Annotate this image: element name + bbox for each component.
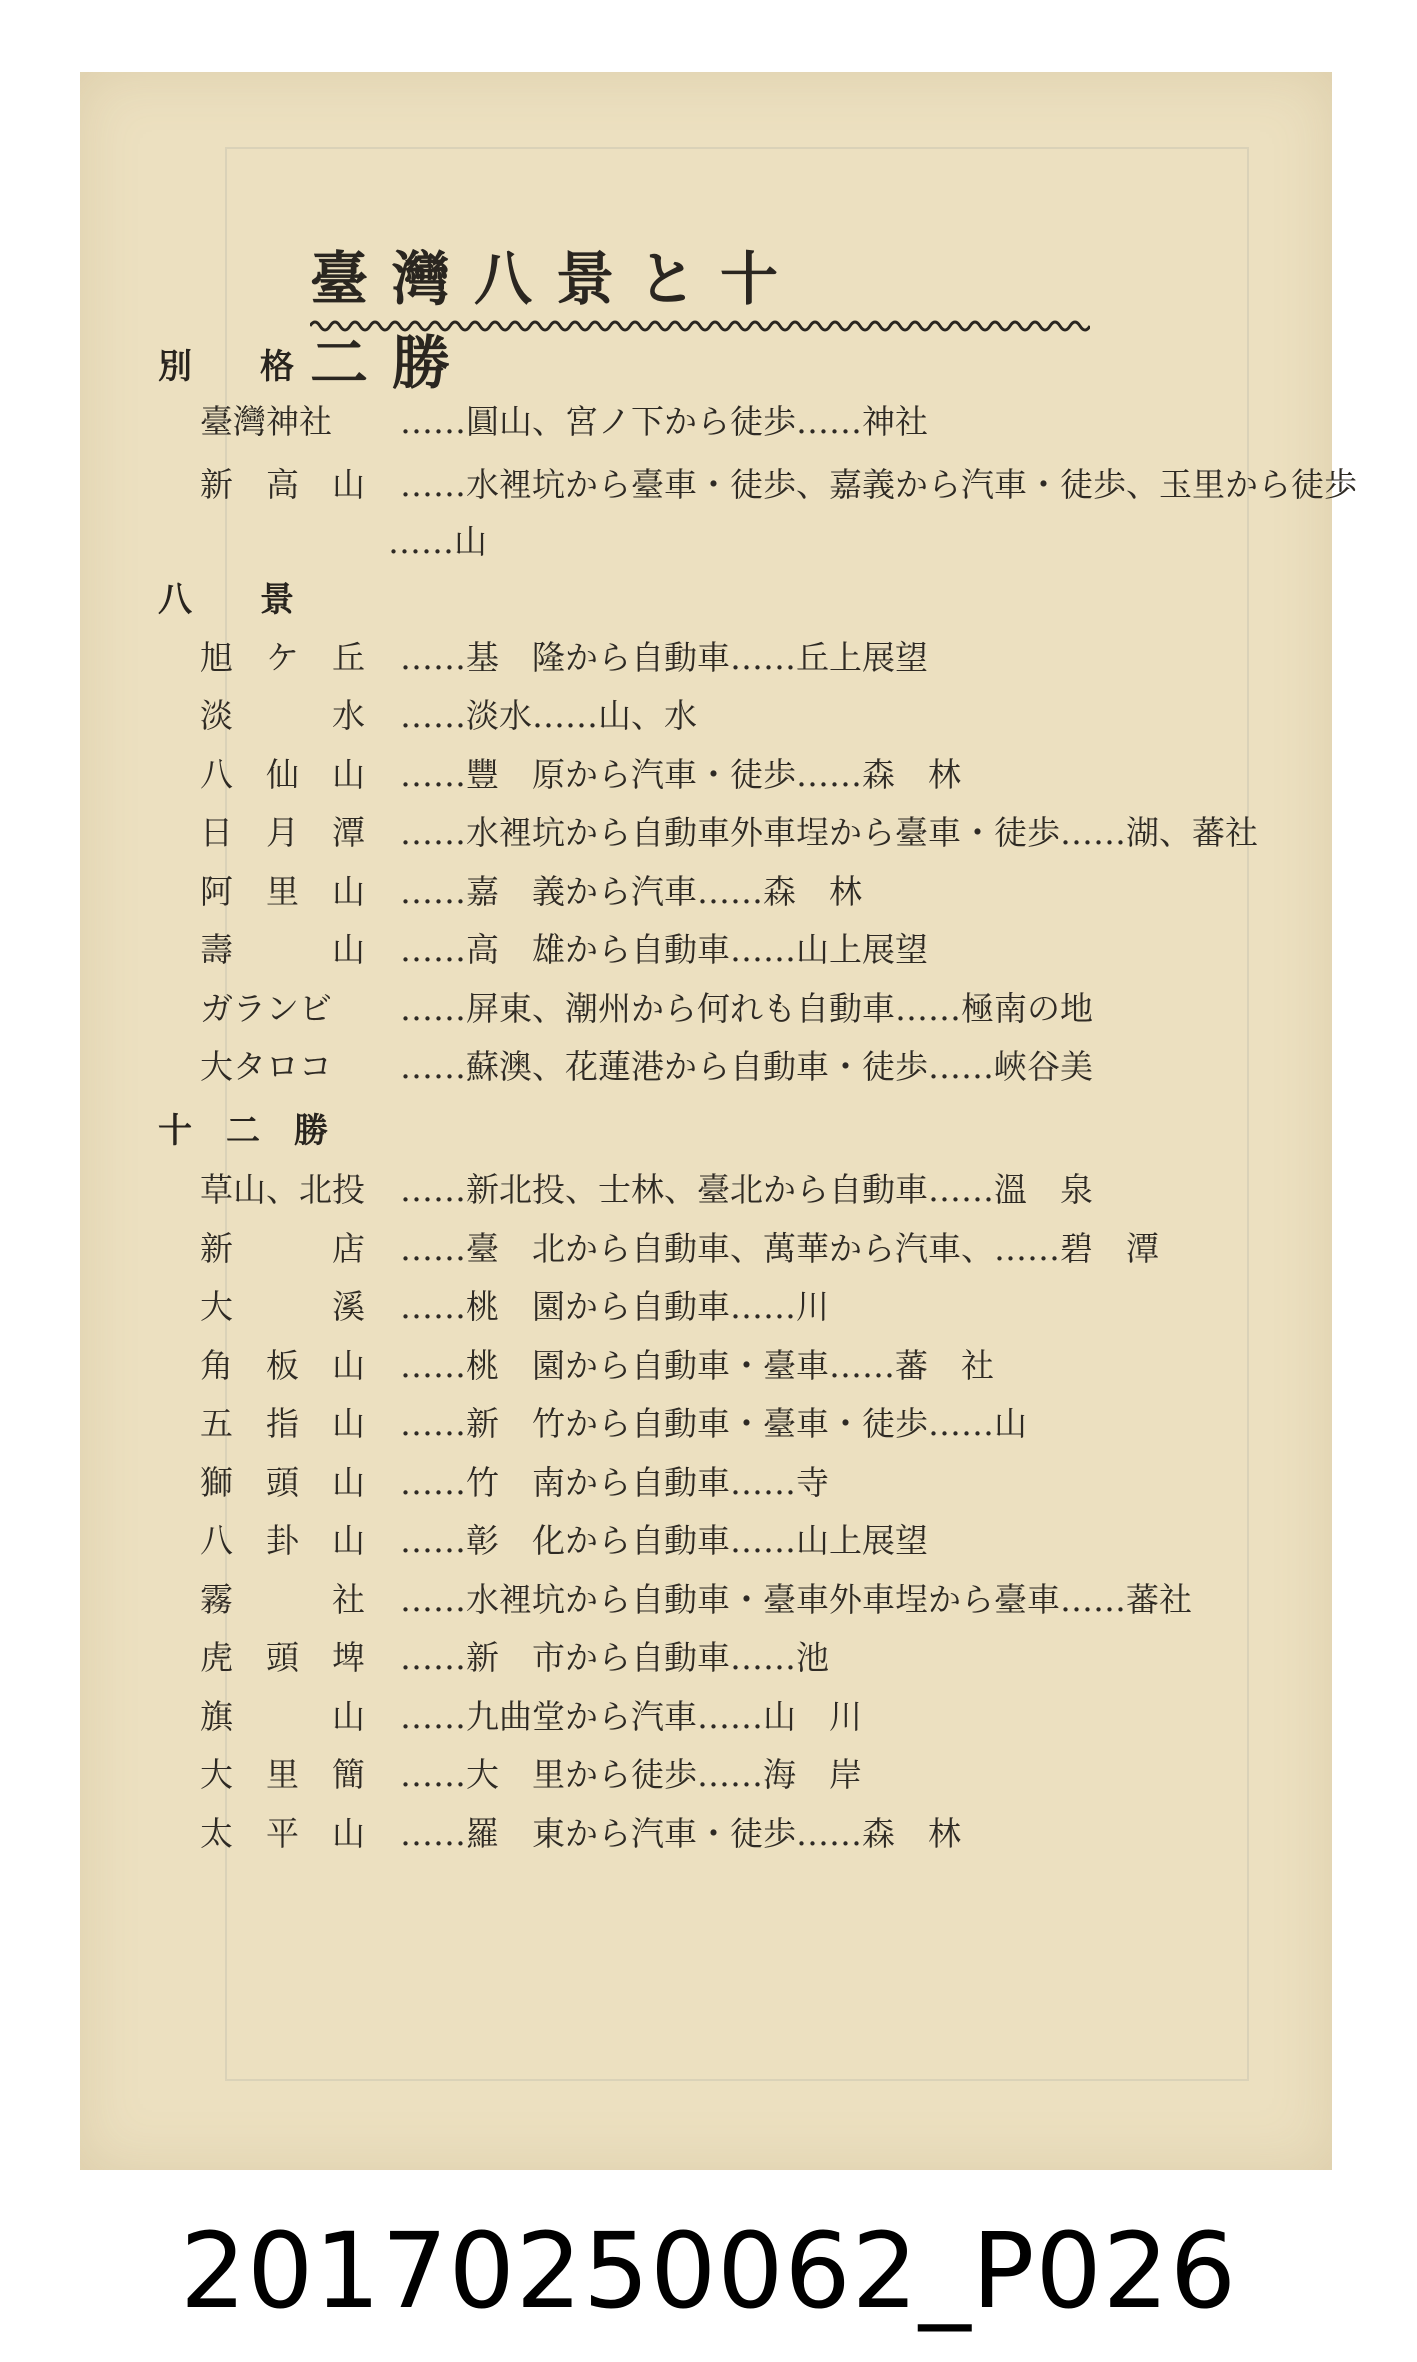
- route-text: ……桃 園から自動車・臺車……蕃 社: [400, 1345, 994, 1385]
- list-item: [200, 1281, 829, 1328]
- route-continuation: ……山: [388, 522, 487, 561]
- place-name: 五 指 山: [200, 1404, 365, 1443]
- place-name: 阿 里 山: [200, 871, 365, 911]
- archive-id-caption: 20170250062_P026: [179, 2210, 1238, 2332]
- route-text: ……蘇澳、花蓮港から自動車・徒歩……峽谷美: [400, 1047, 1093, 1086]
- list-item: [200, 396, 928, 443]
- place-name: ガランビ: [200, 988, 332, 1028]
- list-item: [200, 690, 697, 737]
- list-item: [200, 1223, 1159, 1270]
- place-name: 大タロコ: [200, 1047, 332, 1086]
- section-heading-twelve-sights: 十 二 勝: [158, 1110, 328, 1151]
- list-item: [200, 983, 1093, 1030]
- place-name: 獅 頭 山: [200, 1462, 365, 1502]
- route-text: ……圓山、宮ノ下から徒歩……神社: [400, 402, 928, 441]
- list-item: [200, 1808, 961, 1855]
- place-name: 八 卦 山: [200, 1521, 365, 1560]
- route-text: ……新北投、士林、臺北から自動車……溫 泉: [400, 1170, 1093, 1209]
- list-item: [200, 866, 862, 913]
- route-text: ……水裡坑から自動車外車埕から臺車・徒歩……湖、蕃社: [400, 813, 1258, 852]
- list-item: [200, 1041, 1093, 1088]
- list-item: [200, 924, 928, 971]
- place-name: 太 平 山: [200, 1813, 365, 1853]
- place-name: 日 月 潭: [200, 813, 365, 852]
- route-text: ……水裡坑から自動車・臺車外車埕から臺車……蕃社: [400, 1579, 1192, 1619]
- route-text: ……豐 原から汽車・徒歩……森 林: [400, 754, 961, 794]
- place-name: 新 高 山: [200, 465, 365, 504]
- route-text: ……新 竹から自動車・臺車・徒歩……山: [400, 1404, 1027, 1443]
- route-text: ……羅 東から汽車・徒歩……森 林: [400, 1813, 961, 1853]
- route-text: ……彰 化から自動車……山上展望: [400, 1521, 928, 1560]
- route-text: ……淡水……山、水: [400, 696, 697, 735]
- list-item: [200, 807, 1258, 854]
- list-item: [200, 1340, 994, 1387]
- place-name: 旗 山: [200, 1696, 365, 1736]
- scenic-list: [80, 72, 1357, 2170]
- route-text: ……基 隆から自動車……丘上展望: [400, 637, 928, 677]
- route-text: ……竹 南から自動車……寺: [400, 1462, 829, 1502]
- list-item: [200, 459, 1357, 506]
- place-name: 新 店: [200, 1228, 365, 1268]
- place-name: 虎 頭 埤: [200, 1638, 365, 1677]
- place-name: 角 板 山: [200, 1345, 365, 1385]
- page-title: 臺灣八景と十二勝: [310, 245, 803, 397]
- place-name: 淡 水: [200, 696, 365, 735]
- route-text: ……新 市から自動車……池: [400, 1638, 829, 1677]
- place-name: 旭 ケ 丘: [200, 637, 365, 677]
- route-text: ……嘉 義から汽車……森 林: [400, 871, 862, 911]
- section-heading-special: 別 格: [158, 347, 294, 387]
- section-heading-eight-views: 八 景: [158, 579, 294, 620]
- place-name: 草山、北投: [200, 1170, 365, 1209]
- route-text: ……臺 北から自動車、萬華から汽車、……碧 潭: [400, 1228, 1159, 1268]
- route-text: ……大 里から徒歩……海 岸: [400, 1755, 862, 1794]
- list-item: [200, 1749, 862, 1796]
- route-text: ……屏東、潮州から何れも自動車……極南の地: [400, 988, 1093, 1028]
- list-item: [200, 1574, 1192, 1621]
- route-text: ……高 雄から自動車……山上展望: [400, 930, 928, 969]
- list-item: [200, 1457, 829, 1504]
- route-text: ……九曲堂から汽車……山 川: [400, 1696, 862, 1736]
- list-item: [200, 1632, 829, 1679]
- place-name: 八 仙 山: [200, 754, 365, 794]
- place-name: 壽 山: [200, 930, 365, 969]
- place-name: 臺灣神社: [200, 402, 332, 441]
- place-name: 霧 社: [200, 1579, 365, 1619]
- place-name: 大 溪: [200, 1287, 365, 1326]
- list-item: [200, 1398, 1027, 1445]
- list-item: [200, 1515, 928, 1562]
- route-text: ……水裡坑から臺車・徒歩、嘉義から汽車・徒歩、玉里から徒歩: [400, 465, 1357, 504]
- route-text: ……桃 園から自動車……川: [400, 1287, 829, 1326]
- list-item: [200, 749, 961, 796]
- place-name: 大 里 簡: [200, 1755, 365, 1794]
- list-item: [200, 632, 928, 679]
- list-item: [200, 1691, 862, 1738]
- list-item: [200, 1164, 1093, 1211]
- document-page: [80, 72, 1357, 2170]
